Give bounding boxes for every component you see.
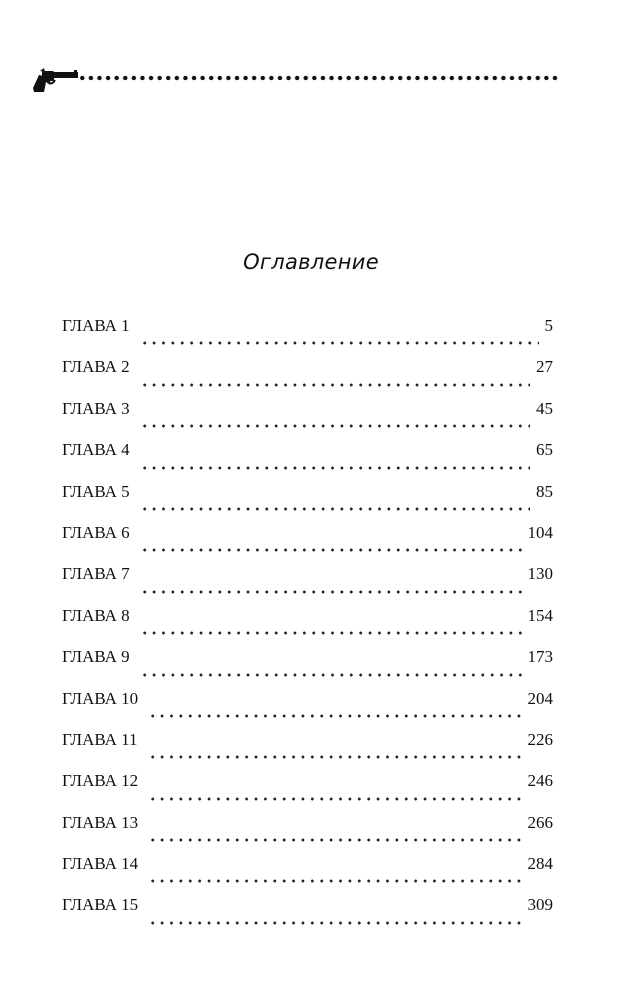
toc-dot-leader [140,673,522,677]
toc-entry-page-number: 226 [527,729,553,749]
toc-entry[interactable] [62,357,553,398]
toc-entry-page-number: 173 [527,647,553,667]
toc-dot-leader [140,341,539,345]
toc-entry-page-number: 154 [527,605,553,625]
revolver-icon [30,66,80,94]
toc-dot-leader [140,424,530,428]
toc-entry-label: ГЛАВА 2 [62,357,130,377]
toc-entry-page-number: 309 [527,895,553,915]
toc-dot-leader [148,714,521,718]
toc-dot-leader [140,590,522,594]
toc-entry-page-number: 27 [536,357,553,377]
toc-entry-label: ГЛАВА 14 [62,854,139,874]
toc-dot-leader [148,879,521,883]
toc-entry-page-number: 204 [527,688,553,708]
toc-entry-label: ГЛАВА 1 [62,316,130,335]
toc-dot-leader [140,548,522,552]
toc-dot-leader [148,755,522,759]
toc-entry-page-number: 246 [527,771,553,791]
toc-entry-label: ГЛАВА 5 [62,481,130,501]
toc-entry-label: ГЛАВА 8 [62,605,130,625]
toc-dot-leader [140,507,530,511]
toc-dot-leader [148,921,521,925]
toc-entry-page-number: 85 [536,481,553,501]
toc-entry[interactable] [62,399,553,440]
toc-entry-label: ГЛАВА 9 [62,647,130,667]
toc-entry-label: ГЛАВА 15 [62,895,139,915]
toc-dot-leader [148,838,521,842]
header-dotted-rule [78,75,558,81]
toc-entry[interactable] [62,523,553,564]
toc-entry-page-number: 266 [527,812,553,832]
toc-dot-leader [140,466,530,470]
toc-entry[interactable] [62,564,553,605]
toc-entry-page-number: 104 [527,522,553,542]
toc-entry-label: ГЛАВА 13 [62,812,139,832]
toc-dot-leader [148,797,521,801]
toc-dot-leader [140,383,530,387]
toc-entry[interactable] [62,482,553,523]
toc-entry-label: ГЛАВА 11 [62,729,138,749]
toc-entry[interactable] [62,895,553,936]
toc-entry-page-number: 5 [544,316,553,335]
toc-entry[interactable] [62,854,553,895]
toc-entry-page-number: 284 [527,854,553,874]
table-of-contents [62,316,553,937]
toc-entry[interactable] [62,316,553,357]
header-ornament [30,66,558,94]
toc-dot-leader [140,631,522,635]
toc-entry[interactable] [62,647,553,688]
toc-entry-label: ГЛАВА 4 [62,440,130,460]
toc-entry-label: ГЛАВА 6 [62,522,130,542]
toc-entry-label: ГЛАВА 10 [62,688,139,708]
toc-entry-page-number: 130 [527,564,553,584]
toc-entry[interactable] [62,771,553,812]
toc-entry-page-number: 45 [536,398,553,418]
toc-entry[interactable] [62,689,553,730]
page-title: Оглавление [243,250,379,274]
toc-entry[interactable] [62,606,553,647]
toc-entry-label: ГЛАВА 12 [62,771,139,791]
toc-entry-label: ГЛАВА 3 [62,398,130,418]
toc-entry-page-number: 65 [536,440,553,460]
toc-entry-label: ГЛАВА 7 [62,564,130,584]
toc-entry[interactable] [62,730,553,771]
toc-entry[interactable] [62,813,553,854]
toc-entry[interactable] [62,440,553,481]
